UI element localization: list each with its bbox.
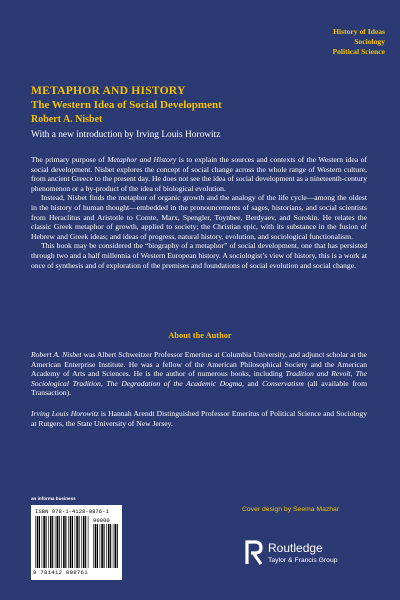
book-title-italic: Metaphor and History: [107, 155, 177, 164]
routledge-logo-icon: [245, 540, 263, 566]
description-paragraph: Instead, Nisbet finds the metaphor of organic growth and the analogy of the life cycle—among the oldest in the history of human thought—embedded in the pronouncements of sages, historians, and social scientists from Heraclitus and Aristotle to Comte, Marx, Spengler, Toynbee, Berdyaev, and Sorokin. He relates the classic Greek metaphor of growth, applied to society; the Christian epic, with its substance in the fusion of Hebrew and Greek ideas; and ideas of progress, natural history, evolution, and sociological functionalism.: [31, 193, 367, 241]
book-author: Robert A. Nisbet: [31, 114, 103, 125]
description-paragraph: The primary purpose of Metaphor and History is to explain the sources and contexts of the Western idea of social development. Nisbet explores the concept of social change across the whole range of Western culture, from ancient Greece to the present day. He does not see the idea of social development as a nineteenth-century phenomenon or a by-product of the idea of biological evolution.: [31, 155, 367, 193]
price-code: 90000: [93, 517, 110, 524]
author-works: Conservatism: [262, 378, 304, 388]
introduction-note: With a new introduction by Irving Louis Horowitz: [31, 130, 221, 140]
introducer-name: Irving Louis Horowitz: [31, 408, 99, 418]
isbn-text: ISBN 978-1-4128-0876-1: [35, 508, 109, 515]
barcode-addon-bars: [93, 524, 118, 568]
barcode-bars: [35, 516, 90, 568]
book-subtitle: The Western Idea of Social Development: [31, 99, 222, 111]
subject-item: Political Science: [332, 47, 385, 56]
book-description: [31, 155, 367, 270]
isbn-barcode: [31, 505, 122, 580]
subject-item: History of Ideas: [333, 27, 385, 36]
cover-design-credit: Cover design by Seema Mazhar: [242, 506, 340, 513]
author-name: Robert A. Nisbet: [31, 350, 82, 359]
subject-list: [332, 27, 385, 57]
about-author-heading: About the Author: [168, 331, 232, 340]
book-title: METAPHOR AND HISTORY: [31, 84, 186, 97]
informa-label: an informa business: [31, 496, 76, 501]
description-paragraph: This book may be considered the “biography of a metaphor” of social development, one that has persisted through two and a half millennia of Western European history. A sociologist’s view of history, this is a work at once of synthesis and of exploration of the premises and foundations of social evolution and social change.: [31, 241, 367, 270]
publisher-name: Routledge: [268, 541, 323, 555]
horowitz-bio: Irving Louis Horowitz is Hannah Arendt Distinguished Professor Emeritus of Political Science and Sociology at Rutgers, the State University of New Jersey.: [31, 408, 367, 428]
barcode-digits: 9 781412 808761: [33, 569, 88, 576]
subject-item: Sociology: [354, 37, 385, 46]
about-author-section: [31, 350, 367, 428]
publisher-group: Taylor & Francis Group: [268, 557, 338, 564]
author-works: Tradition and Revolt, The Sociological Tradition, The Degradation of the Academic Dogma,: [31, 369, 367, 388]
nisbet-bio: Robert A. Nisbet was Albert Schweitzer Professor Emeritus at Columbia University, and adjunct scholar at the American Enterprise Institute. He was a fellow of the American Philosophical Society and the American Academy of Arts and Sciences. He is the author of numerous books, including Tradition and Revolt, The Sociological Tradition, The Degradation of the Academic Dogma, and Conservatism (all available from Transaction).: [31, 350, 367, 398]
